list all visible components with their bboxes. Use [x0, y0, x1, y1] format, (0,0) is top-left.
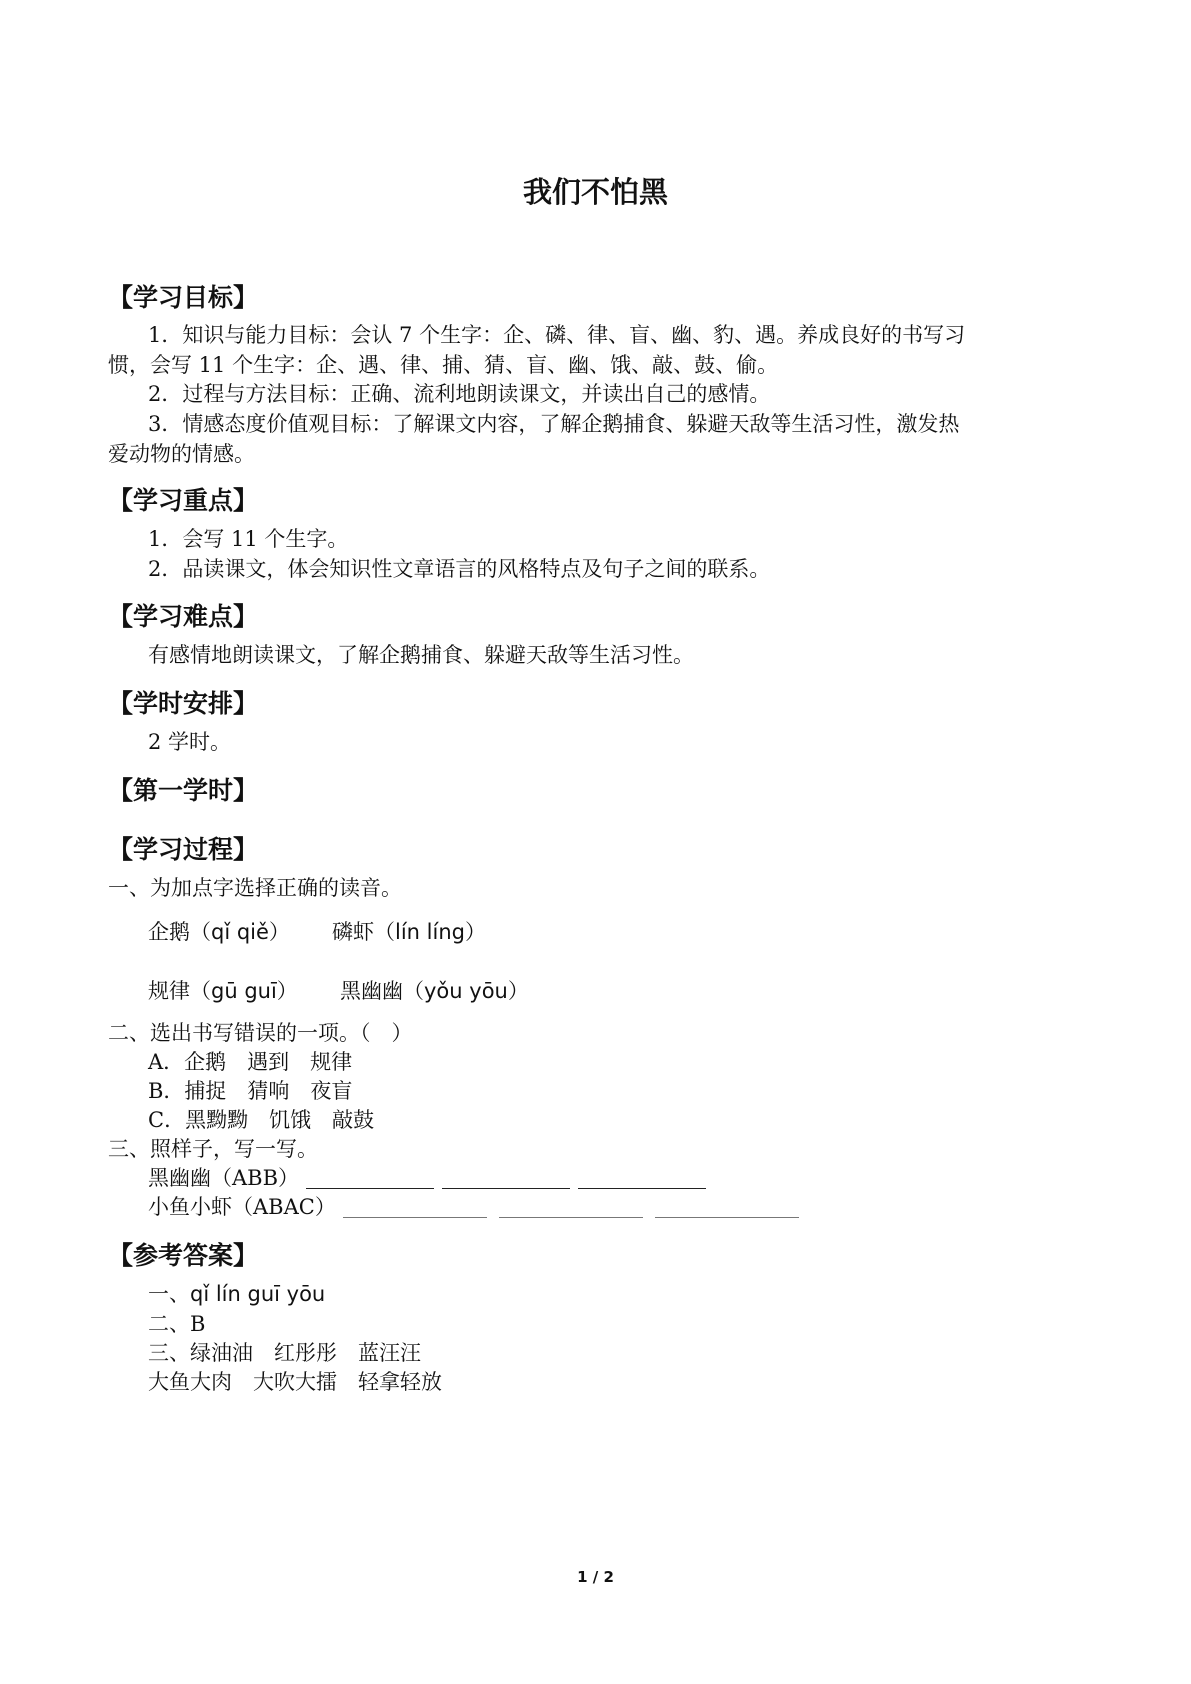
section-heading-schedule: 【学时安排】 [108, 689, 259, 718]
section-heading-first-period: 【第一学时】 [108, 776, 259, 805]
question-1-word-2: 磷虾（lín líng） [332, 920, 486, 944]
focus-item-1: 1．会写 11 个生字。 [148, 527, 349, 551]
answer-3-cont: 大鱼大肉 大吹大擂 轻拿轻放 [148, 1370, 442, 1394]
goal-1-line-1: 1．知识与能力目标：会认 7 个生字：企、磷、律、盲、幽、豹、遇。养成良好的书写习 [148, 323, 966, 347]
page-number: 1 / 2 [577, 1568, 614, 1586]
goal-2: 2．过程与方法目标：正确、流利地朗读课文，并读出自己的感情。 [148, 382, 771, 406]
difficulty-text: 有感情地朗读课文，了解企鹅捕食、躲避天敌等生活习性。 [148, 643, 694, 667]
answer-blank[interactable] [655, 1197, 799, 1218]
question-2-option-a: A．企鹅 遇到 规律 [148, 1050, 353, 1074]
section-heading-goals: 【学习目标】 [108, 283, 259, 312]
question-3-abac-label: 小鱼小虾（ABAC） [148, 1195, 336, 1219]
question-3: 三、照样子，写一写。 [108, 1137, 318, 1161]
question-1-word-4: 黑幽幽（yǒu yōu） [340, 979, 529, 1003]
section-heading-answers: 【参考答案】 [108, 1241, 259, 1270]
section-heading-process: 【学习过程】 [108, 835, 259, 864]
goal-3-line-2: 爱动物的情感。 [108, 442, 255, 466]
schedule-text: 2 学时。 [148, 730, 232, 754]
answer-blank[interactable] [343, 1197, 487, 1218]
answer-2: 二、B [148, 1312, 206, 1336]
section-heading-focus: 【学习重点】 [108, 486, 259, 515]
question-2: 二、选出书写错误的一项。（ ） [108, 1021, 413, 1045]
question-1: 一、为加点字选择正确的读音。 [108, 876, 402, 900]
page-title: 我们不怕黑 [522, 175, 668, 209]
question-1-word-3: 规律（gū guī） [148, 979, 298, 1003]
answer-3: 三、绿油油 红彤彤 蓝汪汪 [148, 1341, 421, 1365]
question-2-option-c: C．黑黝黝 饥饿 敲鼓 [148, 1108, 375, 1132]
question-3-abb-label: 黑幽幽（ABB） [148, 1166, 300, 1190]
question-3-abb-row [148, 1168, 714, 1189]
answer-blank[interactable] [442, 1168, 570, 1189]
question-3-abac-row [148, 1197, 811, 1218]
question-1-word-1: 企鹅（qǐ qiě） [148, 920, 290, 944]
focus-item-2: 2．品读课文，体会知识性文章语言的风格特点及句子之间的联系。 [148, 557, 771, 581]
answer-1: 一、qǐ lín guī yōu [148, 1282, 326, 1306]
answer-blank[interactable] [578, 1168, 706, 1189]
answer-blank[interactable] [306, 1168, 434, 1189]
question-2-option-b: B．捕捉 猜响 夜盲 [148, 1079, 353, 1103]
answer-blank[interactable] [499, 1197, 643, 1218]
section-heading-difficulty: 【学习难点】 [108, 602, 259, 631]
goal-3-line-1: 3．情感态度价值观目标：了解课文内容，了解企鹅捕食、躲避天敌等生活习性，激发热 [148, 412, 960, 436]
goal-1-line-2: 惯，会写 11 个生字：企、遇、律、捕、猜、盲、幽、饿、敲、鼓、偷。 [108, 353, 779, 377]
